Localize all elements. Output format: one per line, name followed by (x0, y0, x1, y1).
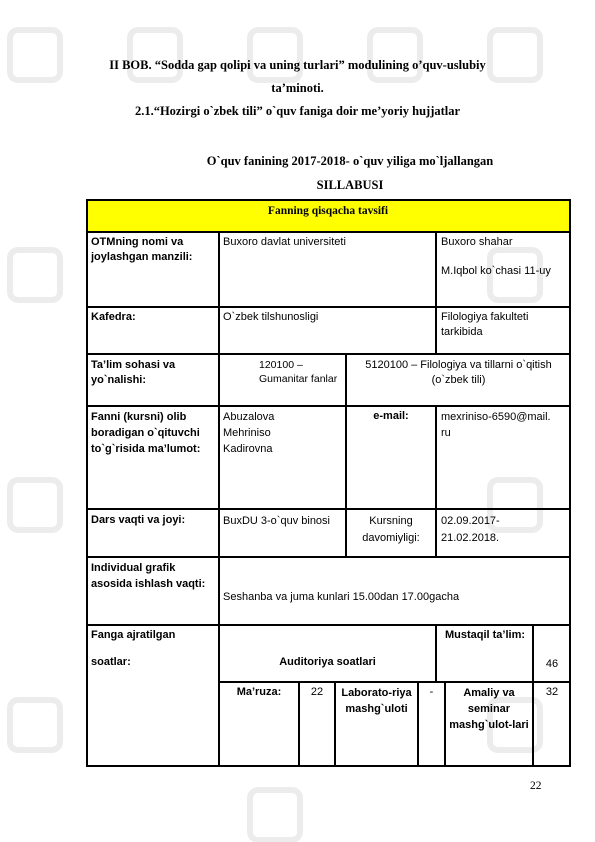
table-border-right (569, 199, 571, 767)
row-divider (86, 306, 571, 308)
otm-label: OTMning nomi va joylashgan manzili: (91, 236, 193, 263)
lab-value: - (429, 686, 434, 698)
syllabus-title-line1: O`quv fanining 2017-2018- o`quv yiliga mo`ljallangan (206, 154, 494, 168)
mustaqil-label: Mustaqil ta’lim: (444, 629, 526, 641)
address: M.Iqbol ko`chasi 11-uy (441, 265, 551, 277)
row-divider (86, 405, 571, 407)
row-divider (218, 681, 571, 683)
column-divider (345, 353, 347, 407)
column-divider (435, 306, 437, 355)
kafedra-value: O`zbek tilshunosligi (223, 311, 319, 323)
chapter-title-line1: II BOB. “Sodda gap qolipi va uning turlari” modulining o’quv-uslubiy (109, 58, 486, 72)
table-border-left (86, 199, 88, 767)
row-divider (86, 353, 571, 355)
grafik-value: Seshanba va juma kunlari 15.00dan 17.00gacha (223, 591, 460, 603)
email-value: mexriniso-6590@mail.ru (441, 411, 551, 439)
table-header: Fanning qisqacha tavsifi (267, 205, 389, 217)
column-divider (435, 624, 437, 683)
kafedra-label: Kafedra: (91, 311, 136, 323)
table-border-bottom (86, 765, 571, 767)
maruza-label: Ma’ruza: (236, 686, 282, 698)
row-divider (86, 508, 571, 510)
mustaqil-value: 46 (545, 658, 559, 670)
otm-value: Buxoro davlat universiteti (223, 236, 346, 248)
row-divider (86, 556, 571, 558)
email-label: e-mail: (373, 410, 409, 422)
dars-place: BuxDU 3-o`quv binosi (223, 515, 330, 527)
column-divider (345, 405, 347, 557)
amaliy-label: Amaliy va seminar mashg`ulot-lari (449, 687, 529, 731)
maruza-value: 22 (310, 686, 324, 698)
amaliy-value: 32 (545, 686, 559, 698)
talim-label: Ta’lim sohasi va yo`nalishi: (91, 359, 176, 386)
duration-value: 02.09.2017-21.02.2018. (441, 515, 500, 544)
dars-label: Dars vaqti va joyi: (91, 514, 186, 526)
lab-label: Laborato-riya mashg`uloti (341, 687, 412, 715)
row-divider (86, 231, 571, 233)
syllabus-title-line2: SILLABUSI (316, 178, 384, 192)
chapter-title-line2: ta’minoti. (271, 81, 324, 95)
talim-code2: 5120100 – Filologiya va tillarni o`qitish (o`zbek tili) (365, 359, 552, 386)
grafik-label: Individual grafik asosida ishlash vaqti: (91, 562, 206, 590)
city: Buxoro shahar (441, 236, 513, 248)
column-divider (435, 231, 437, 308)
page-number: 22 (530, 780, 542, 792)
talim-code1: 120100 – Gumanitar fanlar (259, 359, 338, 385)
hours-label-line2: soatlar: (91, 656, 131, 668)
row-divider (86, 624, 571, 626)
auditoriya-label: Auditoriya soatlari (279, 656, 376, 668)
faculty: Filologiya fakulteti tarkibida (441, 311, 529, 338)
table-border-top (86, 199, 571, 201)
column-divider (435, 405, 437, 557)
hours-label-line1: Fanga ajratilgan (91, 629, 176, 641)
section-title: 2.1.“Hozirgi o`zbek tili” o`quv faniga doir me’yoriy hujjatlar (134, 104, 461, 118)
teacher-label: Fanni (kursni) olib boradigan o`qituvchi to`g`risida ma’lumot: (91, 411, 201, 455)
duration-label: Kursning davomiyligi: (362, 515, 420, 544)
teacher-name: Abuzalova Mehriniso Kadirovna (223, 411, 275, 455)
